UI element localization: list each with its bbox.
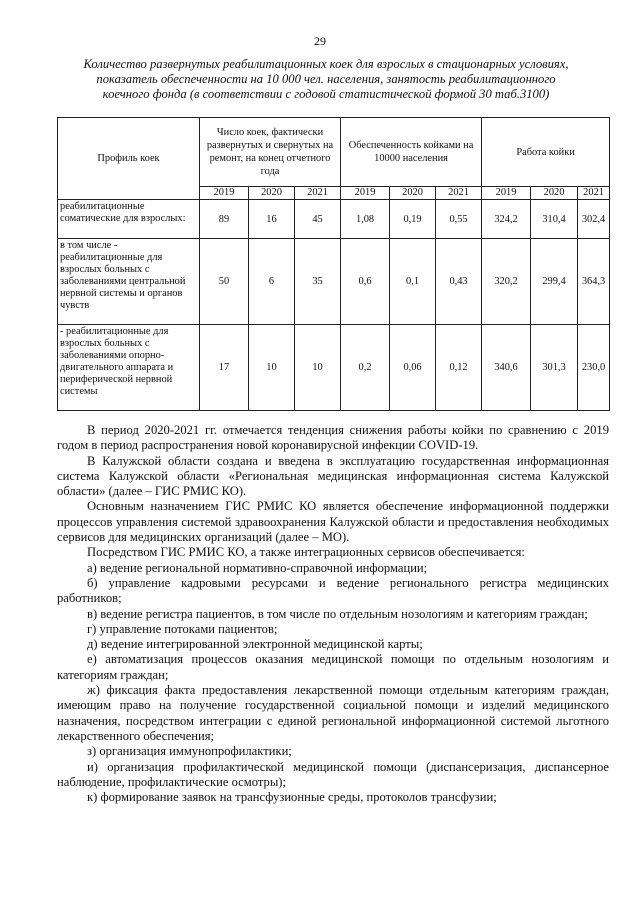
header-provision: Обеспеченность койками на 10000 населения (341, 118, 482, 187)
table-row (58, 200, 610, 239)
value-cell: 6 (249, 239, 295, 325)
header-profile: Профиль коек (58, 118, 200, 200)
row-label: в том числе - реабилитационные для взрослых больных с заболеваниями центральной нервной системы и органов чувств (58, 239, 200, 325)
value-cell: 0,43 (436, 239, 482, 325)
year-cell: 2021 (436, 187, 482, 200)
list-item: д) ведение интегрированной электронной медицинской карты; (87, 637, 423, 652)
list-item: и) организация профилактической медицинской помощи (диспансеризация, диспансерное наблюдение, профилактические осмотры); (57, 759, 609, 789)
rehab-beds-table (57, 117, 610, 411)
list-item: з) организация иммунопрофилактики; (87, 744, 292, 759)
value-cell: 35 (295, 239, 341, 325)
list-item: а) ведение региональной нормативно-справочной информации; (87, 560, 428, 575)
value-cell: 324,2 (482, 200, 531, 239)
value-cell: 0,12 (436, 325, 482, 411)
paragraph: Основным назначением ГИС РМИС КО является обеспечение информационной поддержки процессов управления системой здравоохранения Калужской области и предоставления необходимых сервисов для медицинских организаций (далее – МО). (57, 499, 609, 545)
page-number: 29 (314, 34, 326, 48)
list-item: г) управление потоками пациентов; (87, 621, 278, 636)
year-cell: 2021 (295, 187, 341, 200)
paragraph: В период 2020-2021 гг. отмечается тенденция снижения работы койки по сравнению с 2019 годом в период распространения новой коронавирусной инфекции COVID-19. (57, 423, 609, 453)
value-cell: 1,08 (341, 200, 390, 239)
value-cell: 89 (200, 200, 249, 239)
year-cell: 2021 (578, 187, 610, 200)
value-cell: 10 (295, 325, 341, 411)
year-cell: 2019 (482, 187, 531, 200)
table-caption (48, 57, 604, 102)
value-cell: 0,19 (390, 200, 436, 239)
value-cell: 299,4 (531, 239, 578, 325)
value-cell: 230,0 (578, 325, 610, 411)
year-cell: 2019 (200, 187, 249, 200)
value-cell: 364,3 (578, 239, 610, 325)
value-cell: 320,2 (482, 239, 531, 325)
value-cell: 0,2 (341, 325, 390, 411)
value-cell: 17 (200, 325, 249, 411)
value-cell: 310,4 (531, 200, 578, 239)
table-row (58, 325, 610, 411)
value-cell: 0,1 (390, 239, 436, 325)
value-cell: 0,06 (390, 325, 436, 411)
list-item: ж) фиксация факта предоставления лекарственной помощи отдельным категориям граждан, имеющим право на получение государственной социальной помощи и изделий медицинского назначения, посредством интеграции с единой региональной информационной системой льготного лекарственного обеспечения; (57, 683, 609, 743)
paragraph: В Калужской области создана и введена в эксплуатацию государственная информационная система Калужской области «Региональная медицинская информационная система Калужской области» (далее – ГИС РМИС КО). (57, 453, 609, 499)
value-cell: 10 (249, 325, 295, 411)
paragraph: Посредством ГИС РМИС КО, а также интеграционных сервисов обеспечивается: (87, 545, 525, 560)
value-cell: 45 (295, 200, 341, 239)
caption-line: коечного фонда (в соответствии с годовой статистической формой 30 таб.3100) (102, 87, 550, 101)
list-item: в) ведение регистра пациентов, в том числе по отдельным нозологиям и категориям граждан; (87, 606, 588, 621)
year-cell: 2020 (249, 187, 295, 200)
year-cell: 2020 (390, 187, 436, 200)
row-label: - реабилитационные для взрослых больных с заболеваниями опорно-двигательного аппарата и периферической нервной системы (58, 325, 200, 411)
value-cell: 301,3 (531, 325, 578, 411)
value-cell: 0,55 (436, 200, 482, 239)
header-beds: Число коек, фактически развернутых и свернутых на ремонт, на конец отчетного года (200, 118, 341, 187)
table-header-row (58, 118, 610, 187)
row-label: реабилитационные соматические для взрослых: (58, 200, 200, 239)
value-cell: 16 (249, 200, 295, 239)
value-cell: 340,6 (482, 325, 531, 411)
body-text (57, 423, 609, 805)
caption-line: показатель обеспеченности на 10 000 чел. населения, занятость реабилитационного (96, 72, 556, 86)
value-cell: 302,4 (578, 200, 610, 239)
value-cell: 0,6 (341, 239, 390, 325)
year-cell: 2020 (531, 187, 578, 200)
header-work: Работа койки (482, 118, 610, 187)
year-cell: 2019 (341, 187, 390, 200)
list-item: е) автоматизация процессов оказания медицинской помощи по отдельным нозологиям и категориям граждан; (57, 652, 609, 682)
list-item: к) формирование заявок на трансфузионные среды, протоколов трансфузии; (87, 790, 497, 805)
caption-line: Количество развернутых реабилитационных коек для взрослых в стационарных условиях, (83, 57, 569, 71)
value-cell: 50 (200, 239, 249, 325)
table-row (58, 239, 610, 325)
list-item: б) управление кадровыми ресурсами и ведение регионального регистра медицинских работников; (57, 575, 609, 606)
